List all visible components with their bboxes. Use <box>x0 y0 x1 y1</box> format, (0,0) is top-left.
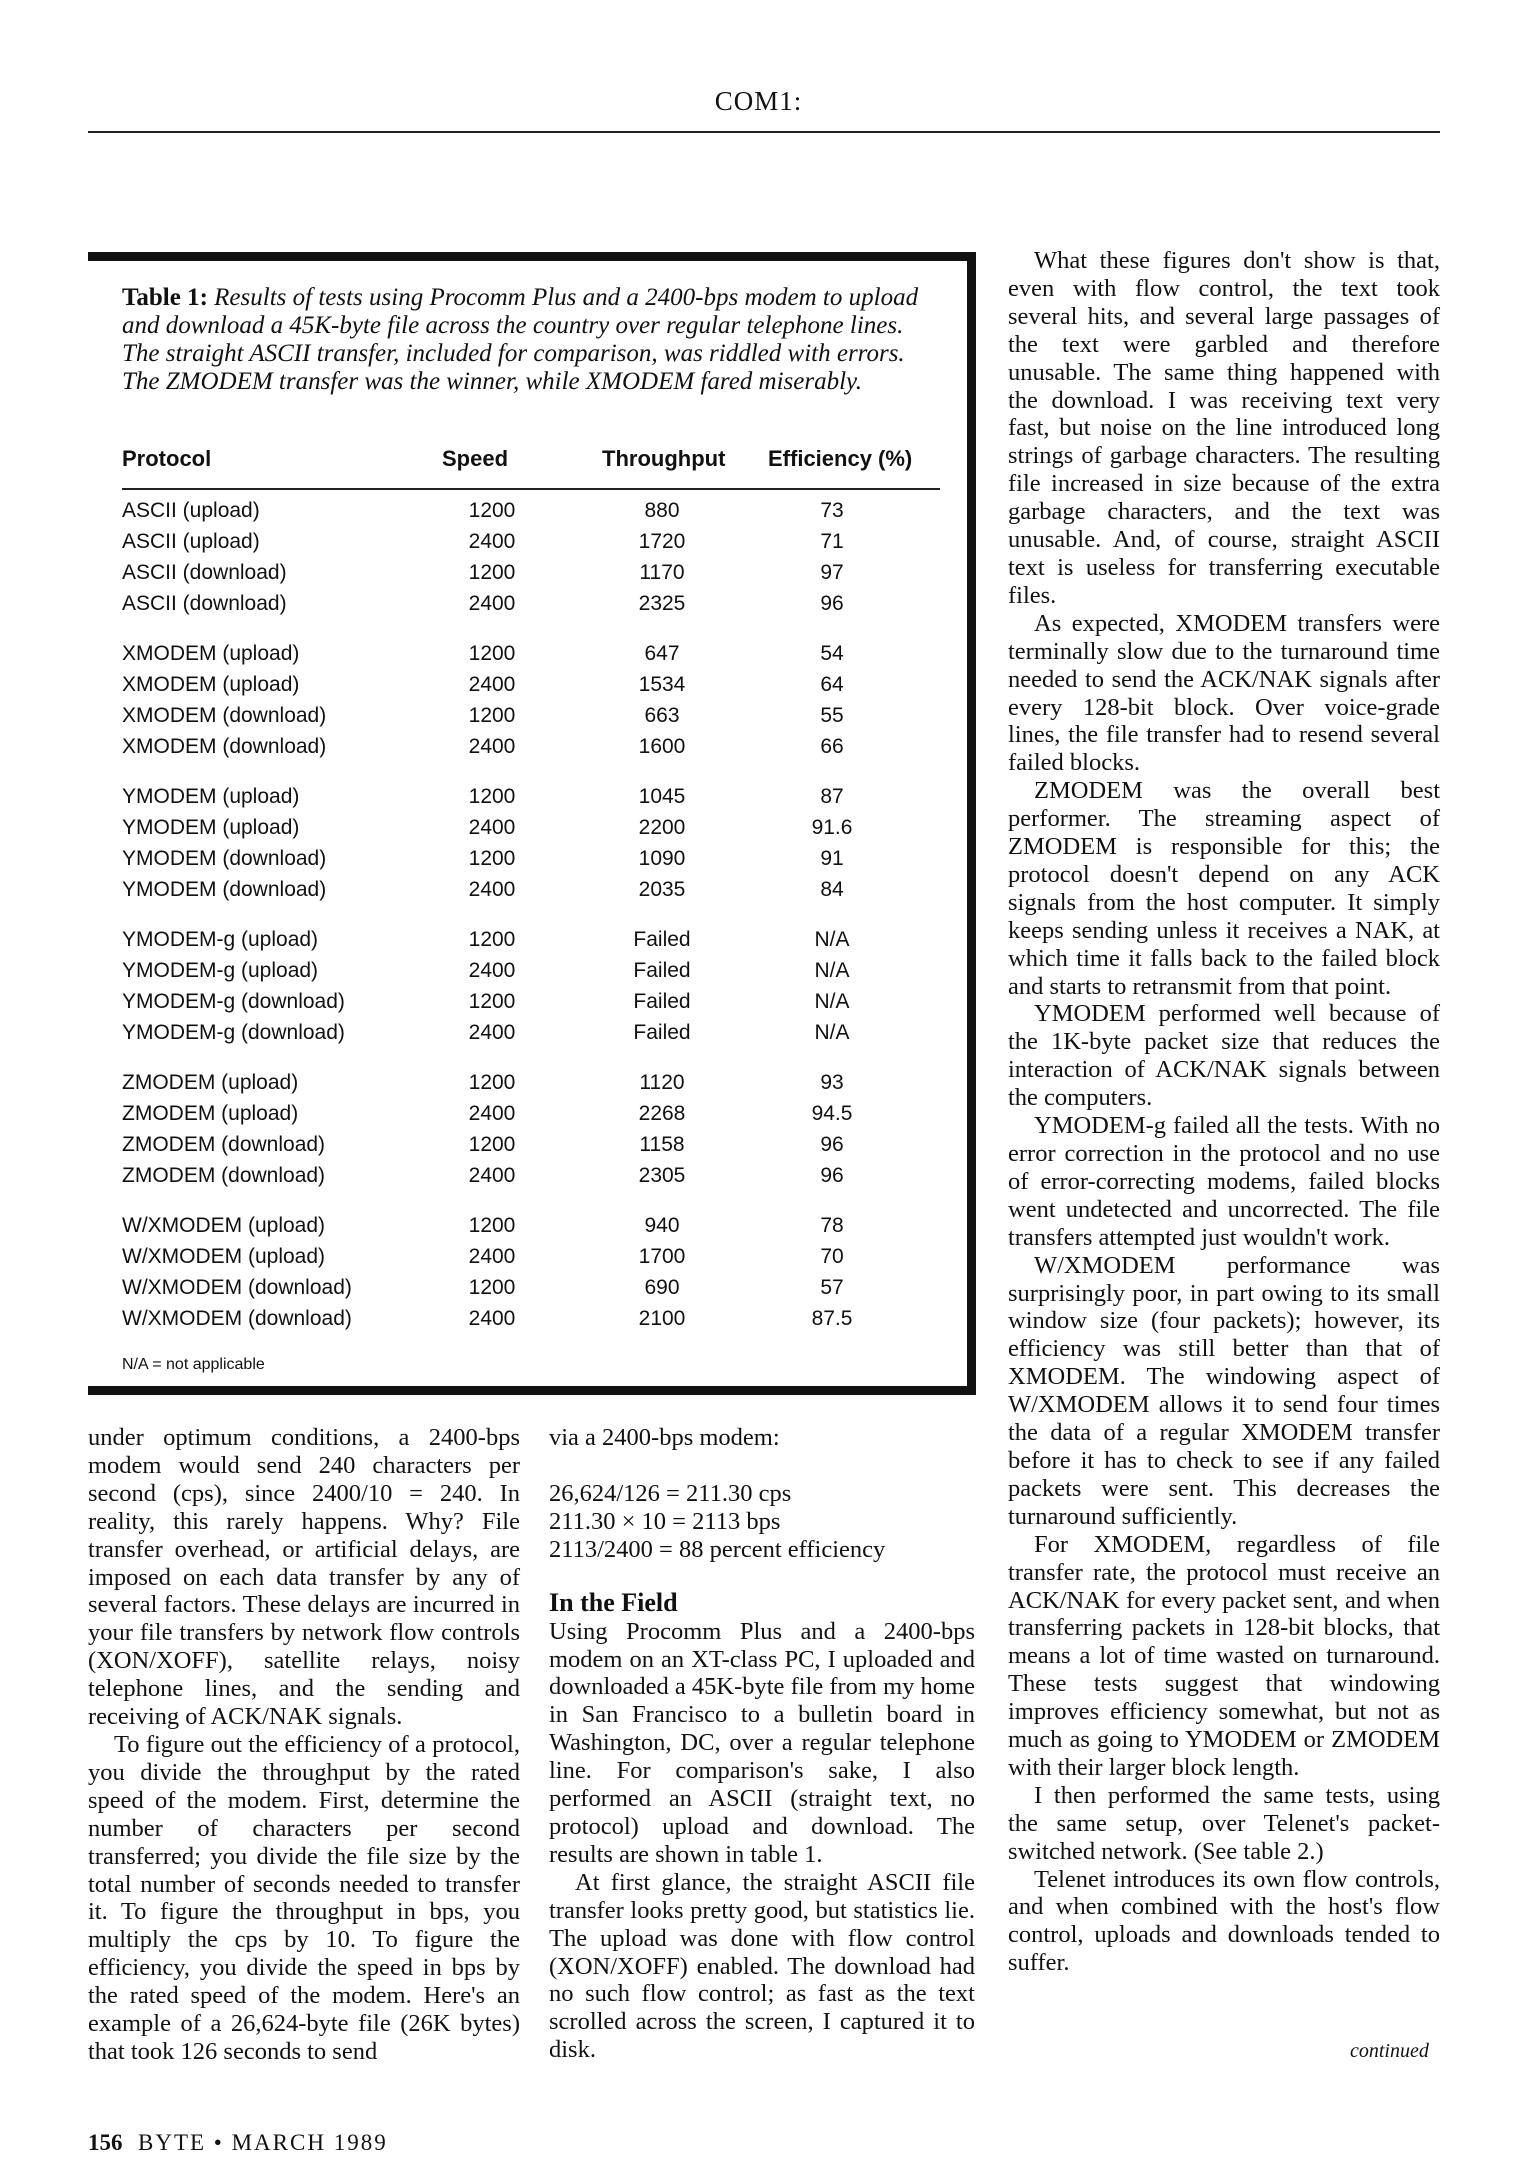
cell-efficiency: 64 <box>820 673 844 696</box>
page-number: 156 <box>88 2130 123 2155</box>
cell-protocol: ZMODEM (upload) <box>122 1071 299 1094</box>
table-row <box>122 874 940 905</box>
paragraph: YMODEM-g failed all the tests. With no error correction in the protocol and no use of error-correcting modems, failed blocks went undetected and uncorrected. The file transfers attempted just wouldn't work. <box>1008 1112 1440 1251</box>
cell-throughput: 1158 <box>639 1133 685 1156</box>
cell-speed: 2400 <box>468 816 516 839</box>
cell-protocol: YMODEM (download) <box>122 847 327 870</box>
cell-throughput: 1600 <box>638 735 686 758</box>
table-row <box>122 588 940 619</box>
table-row <box>122 1303 940 1334</box>
cell-throughput: 690 <box>644 1276 680 1299</box>
cell-efficiency: N/A <box>814 1021 850 1044</box>
cell-throughput: Failed <box>633 959 691 982</box>
paragraph: What these figures don't show is that, even with flow control, the text took several hits, and several large passages of the text were garbled and therefore unusable. The same thing happened with the download. I was receiving text very fast, but noise on the line introduced long strings of garbage characters. The resulting file increased in size because of the extra garbage characters, and the text was unusable. And, of course, straight ASCII text is useless for transferring executable files. <box>1008 247 1440 609</box>
col-header-throughput: Throughput <box>602 446 726 471</box>
table-footnote: N/A = not applicable <box>122 1356 265 1373</box>
paragraph: YMODEM performed well because of the 1K-byte packet size that reduces the interaction of ACK/NAK signals between the computers. <box>1008 1000 1440 1112</box>
table-caption-text: Results of tests using Procomm Plus and a 2400-bps modem to upload and download a 45K-byte file across the country over regular telephone lines. The straight ASCII transfer, included for comparison, was riddled with errors. The ZMODEM transfer was the winner, while XMODEM fared miserably. <box>122 284 919 395</box>
cell-speed: 1200 <box>468 1071 516 1094</box>
section-heading: In the Field <box>549 1587 678 1617</box>
calculation-block <box>549 1480 975 1564</box>
cell-protocol: YMODEM-g (download) <box>122 990 345 1013</box>
cell-protocol: ZMODEM (download) <box>122 1164 326 1187</box>
continued-label: continued <box>1350 2040 1429 2062</box>
paragraph: Telenet introduces its own flow controls, and when combined with the host's flow control, uploads and downloads tended to suffer. <box>1008 1865 1440 1977</box>
cell-protocol: XMODEM (upload) <box>122 642 300 665</box>
cell-efficiency: 97 <box>820 561 844 584</box>
cell-throughput: 1120 <box>639 1071 685 1094</box>
table-row-group <box>122 1210 940 1334</box>
cell-speed: 2400 <box>468 530 516 553</box>
table-body <box>122 495 940 1353</box>
paragraph: To figure out the efficiency of a protocol, you divide the throughput by the rated speed of the modem. First, determine the number of characters per second transferred; you divide the file size by the total number of seconds needed to transfer it. To figure the throughput in bps, you multiply the cps by 10. To figure the efficiency, you divide the speed in bps by the rated speed of the modem. Here's an example of a 26,624-byte file (26K bytes) that took 126 seconds to send <box>88 1730 520 2065</box>
table-row <box>122 1098 940 1129</box>
cell-efficiency: 84 <box>820 878 844 901</box>
col-header-speed: Speed <box>442 446 509 471</box>
table-row <box>122 1272 940 1303</box>
cell-throughput: 2200 <box>638 816 686 839</box>
cell-speed: 2400 <box>468 592 516 615</box>
cell-efficiency: 94.5 <box>811 1102 853 1125</box>
cell-throughput: Failed <box>633 1021 691 1044</box>
cell-efficiency: 93 <box>820 1071 844 1094</box>
cell-speed: 1200 <box>468 499 516 522</box>
calc-line: 26,624/126 = 211.30 cps <box>549 1479 792 1507</box>
table-row-group <box>122 638 940 762</box>
running-header: COM1: <box>714 86 803 116</box>
cell-efficiency: 96 <box>820 592 844 615</box>
cell-throughput: 940 <box>644 1214 680 1237</box>
table-caption <box>122 284 922 396</box>
table-1 <box>88 252 976 1395</box>
page-footer <box>88 2130 388 2156</box>
cell-efficiency: 87.5 <box>811 1307 853 1330</box>
table-row <box>122 526 940 557</box>
table-row-group <box>122 924 940 1048</box>
col-header-efficiency: Efficiency (%) <box>768 446 913 471</box>
table-row <box>122 986 940 1017</box>
cell-throughput: 2325 <box>638 592 686 615</box>
calc-line: 211.30 × 10 = 2113 bps <box>549 1507 781 1535</box>
cell-protocol: W/XMODEM (download) <box>122 1276 352 1299</box>
table-row <box>122 1067 940 1098</box>
cell-efficiency: 78 <box>820 1214 844 1237</box>
cell-throughput: 1170 <box>639 561 685 584</box>
cell-speed: 2400 <box>468 959 516 982</box>
paragraph: As expected, XMODEM transfers were terminally slow due to the turnaround time needed to send the ACK/NAK signals after every 128-bit block. Over voice-grade lines, the file transfer had to resend several failed blocks. <box>1008 609 1440 777</box>
cell-efficiency: 66 <box>820 735 844 758</box>
table-row <box>122 1129 940 1160</box>
cell-throughput: 2305 <box>638 1164 686 1187</box>
cell-throughput: 647 <box>644 642 680 665</box>
cell-protocol: ZMODEM (download) <box>122 1133 326 1156</box>
cell-throughput: Failed <box>633 990 691 1013</box>
cell-speed: 2400 <box>468 1164 516 1187</box>
cell-speed: 1200 <box>468 642 516 665</box>
cell-protocol: W/XMODEM (upload) <box>122 1245 326 1268</box>
cell-protocol: XMODEM (download) <box>122 735 327 758</box>
cell-protocol: W/XMODEM (download) <box>122 1307 352 1330</box>
cell-throughput: 1720 <box>638 530 686 553</box>
cell-speed: 2400 <box>468 1245 516 1268</box>
table-row <box>122 638 940 669</box>
cell-efficiency: 70 <box>820 1245 844 1268</box>
cell-efficiency: 96 <box>820 1133 844 1156</box>
table-row <box>122 669 940 700</box>
table-row-group <box>122 1067 940 1191</box>
cell-speed: 2400 <box>468 1021 516 1044</box>
cell-protocol: YMODEM-g (download) <box>122 1021 345 1044</box>
cell-efficiency: N/A <box>814 928 850 951</box>
cell-protocol: YMODEM (download) <box>122 878 327 901</box>
cell-speed: 1200 <box>468 1214 516 1237</box>
cell-efficiency: 87 <box>820 785 844 808</box>
cell-throughput: 1700 <box>638 1245 686 1268</box>
cell-efficiency: 96 <box>820 1164 844 1187</box>
table-row <box>122 781 940 812</box>
table-row <box>122 1017 940 1048</box>
cell-throughput: 663 <box>644 704 680 727</box>
table-row-group <box>122 781 940 905</box>
cell-protocol: ASCII (download) <box>122 561 287 584</box>
table-row <box>122 955 940 986</box>
paragraph: Using Procomm Plus and a 2400-bps modem on an XT-class PC, I uploaded and downloaded a 45K-byte file from my home in San Francisco to a bulletin board in Washington, DC, over a regular telephone line. For comparison's sake, I also performed an ASCII (straight text, no protocol) upload and download. The results are shown in table 1. <box>549 1617 975 1868</box>
table-row <box>122 700 940 731</box>
paragraph: For XMODEM, regardless of file transfer rate, the protocol must receive an ACK/NAK for every packet sent, and when transferring packets in 128-bit blocks, that means a lot of time wasted on turnaround. These tests suggest that windowing improves efficiency somewhat, but not as much as going to YMODEM or ZMODEM with their larger block length. <box>1008 1530 1440 1781</box>
cell-throughput: 1090 <box>638 847 686 870</box>
column-3 <box>1008 247 1440 1977</box>
cell-throughput: Failed <box>633 928 691 951</box>
table-row <box>122 557 940 588</box>
cell-speed: 2400 <box>468 673 516 696</box>
cell-speed: 2400 <box>468 735 516 758</box>
cell-protocol: ZMODEM (upload) <box>122 1102 299 1125</box>
table-row-group <box>122 495 940 619</box>
table-row <box>122 1160 940 1191</box>
table-row <box>122 812 940 843</box>
column-2 <box>549 1424 975 2064</box>
table-row <box>122 924 940 955</box>
cell-protocol: ASCII (download) <box>122 592 287 615</box>
publication-info: BYTE • MARCH 1989 <box>138 2130 388 2155</box>
table-header <box>122 446 940 486</box>
cell-efficiency: 71 <box>820 530 844 553</box>
cell-speed: 2400 <box>468 1102 516 1125</box>
cell-protocol: ASCII (upload) <box>122 530 260 553</box>
col-header-protocol: Protocol <box>122 446 212 471</box>
calc-line: 2113/2400 = 88 percent efficiency <box>549 1535 886 1563</box>
cell-speed: 1200 <box>468 990 516 1013</box>
cell-throughput: 1045 <box>638 785 686 808</box>
paragraph: W/XMODEM performance was surprisingly poor, in part owing to its small window size (four packets); however, its efficiency was still better than that of XMODEM. The windowing aspect of W/XMODEM allows it to send four times the data of a regular XMODEM transfer before it has to check to see if any failed packets were sent. This decreases the turnaround sufficiently. <box>1008 1251 1440 1530</box>
cell-speed: 2400 <box>468 1307 516 1330</box>
cell-throughput: 1534 <box>638 673 686 696</box>
cell-efficiency: N/A <box>814 990 850 1013</box>
cell-efficiency: 57 <box>820 1276 844 1299</box>
cell-speed: 2400 <box>468 878 516 901</box>
cell-speed: 1200 <box>468 928 516 951</box>
cell-efficiency: N/A <box>814 959 850 982</box>
cell-efficiency: 55 <box>820 704 844 727</box>
table-header-rule <box>122 488 940 490</box>
cell-throughput: 880 <box>644 499 680 522</box>
cell-throughput: 2100 <box>638 1307 686 1330</box>
cell-efficiency: 91 <box>820 847 844 870</box>
paragraph: via a 2400-bps modem: <box>549 1424 780 1451</box>
cell-protocol: YMODEM (upload) <box>122 785 300 808</box>
cell-throughput: 2268 <box>638 1102 686 1125</box>
cell-speed: 1200 <box>468 1133 516 1156</box>
table-row <box>122 495 940 526</box>
paragraph: At first glance, the straight ASCII file transfer looks pretty good, but statistics lie. The upload was done with flow control (XON/XOFF) enabled. The download had no such flow control; as fast as the text scrolled across the screen, I captured it to disk. <box>549 1868 975 2064</box>
cell-throughput: 2035 <box>638 878 686 901</box>
cell-efficiency: 54 <box>820 642 844 665</box>
paragraph: I then performed the same tests, using the same setup, over Telenet's packet-switched network. (See table 2.) <box>1008 1781 1440 1865</box>
cell-protocol: YMODEM-g (upload) <box>122 959 319 982</box>
column-1 <box>88 1424 520 2066</box>
cell-speed: 1200 <box>468 847 516 870</box>
cell-speed: 1200 <box>468 561 516 584</box>
table-caption-label: Table 1: <box>122 284 208 311</box>
header-rule <box>88 131 1440 133</box>
cell-efficiency: 91.6 <box>811 816 853 839</box>
table-row <box>122 1241 940 1272</box>
paragraph: under optimum conditions, a 2400-bps modem would send 240 characters per second (cps), since 2400/10 = 240. In reality, this rarely happens. Why? File transfer overhead, or artificial delays, are imposed on each data transfer by any of several factors. These delays are incurred in your file transfers by network flow controls (XON/XOFF), satellite relays, noisy telephone lines, and the sending and receiving of ACK/NAK signals. <box>88 1424 520 1731</box>
cell-protocol: YMODEM (upload) <box>122 816 300 839</box>
paragraph: ZMODEM was the overall best performer. The streaming aspect of ZMODEM is responsible for this; the protocol doesn't depend on any ACK signals from the host computer. It simply keeps sending unless it receives a NAK, at which time it falls back to the failed block and starts to retransmit from that point. <box>1008 777 1440 1000</box>
cell-protocol: XMODEM (upload) <box>122 673 300 696</box>
cell-protocol: YMODEM-g (upload) <box>122 928 319 951</box>
table-row <box>122 843 940 874</box>
cell-protocol: ASCII (upload) <box>122 499 260 522</box>
table-row <box>122 731 940 762</box>
table-row <box>122 1210 940 1241</box>
cell-speed: 1200 <box>468 785 516 808</box>
cell-speed: 1200 <box>468 1276 516 1299</box>
cell-speed: 1200 <box>468 704 516 727</box>
cell-protocol: W/XMODEM (upload) <box>122 1214 326 1237</box>
cell-protocol: XMODEM (download) <box>122 704 327 727</box>
cell-efficiency: 73 <box>820 499 844 522</box>
